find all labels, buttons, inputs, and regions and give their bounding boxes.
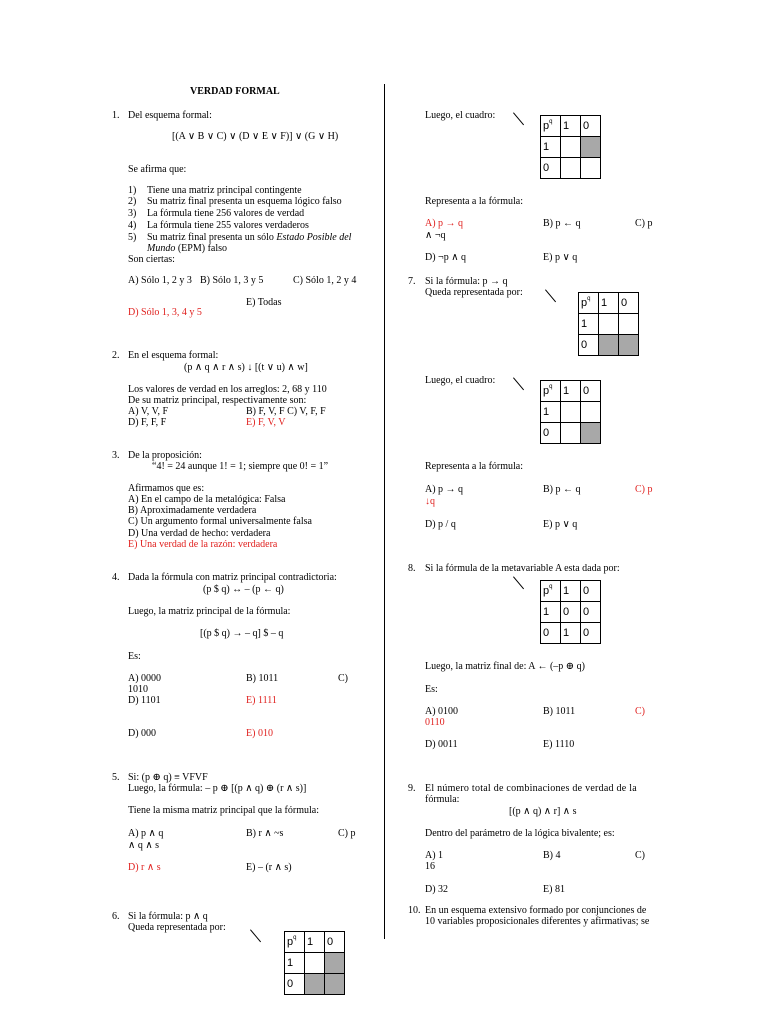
q1-item-2: Su matriz final presenta un esquema lógico falso <box>147 196 342 207</box>
q4-option-d2: D) 000 <box>128 728 157 739</box>
q4-option-c: C) <box>338 673 348 684</box>
q4-number: 4. <box>112 572 120 583</box>
q10-line-1: En un esquema extensivo formado por conjunciones de <box>425 905 647 916</box>
q5-line-1: Luego, la fórmula: – p ⊕ [(p ∧ q) ⊕ (r ∧ s)] <box>128 783 307 794</box>
q5-number: 5. <box>112 772 120 783</box>
q3-stem: De la proposición: <box>128 450 202 461</box>
q3-option-d: D) Una verdad de hecho: verdadera <box>128 528 271 539</box>
q3-option-e: E) Una verdad de la razón: verdadera <box>128 539 278 550</box>
q9-option-d: D) 32 <box>425 884 449 895</box>
slash-mark <box>513 112 524 125</box>
q2-formula: (p ∧ q ∧ r ∧ s) ↓ [(t ∨ u) ∧ w] <box>184 362 308 373</box>
q3-number: 3. <box>112 450 120 461</box>
q6-number: 6. <box>112 911 120 922</box>
q1-option-b: B) Sólo 1, 3 y 5 <box>200 275 264 286</box>
q6-truth-table: $p^q$ 1 0 1 0 <box>284 931 345 995</box>
q7-truth-table-2: $p^q$ 1 0 1 0 <box>540 380 601 444</box>
page-title: VERDAD FORMAL <box>190 86 280 97</box>
q8-option-e: E) 1110 <box>543 739 575 750</box>
q1-option-a: A) Sólo 1, 2 y 3 <box>128 275 192 286</box>
q9-number: 9. <box>408 783 416 794</box>
q7-number: 7. <box>408 276 416 287</box>
q4-stem: Dada la fórmula con matriz principal contradictoria: <box>128 572 337 583</box>
q1-item-1: Tiene una matriz principal contingente <box>147 185 302 196</box>
q7-line-1: Queda representada por: <box>425 287 523 298</box>
q7-option-c-cont: ↓q <box>425 496 435 507</box>
slash-mark <box>250 929 261 942</box>
q1-item-5: Su matriz final presenta un sólo Estado Posible del <box>147 232 352 243</box>
q7-option-d: D) p / q <box>425 519 456 530</box>
r1-option-e: E) p ∨ q <box>543 252 578 263</box>
q7-stem: Si la fórmula: p → q <box>425 276 508 287</box>
q1-number: 1. <box>112 110 120 121</box>
r1-option-d: D) ¬p ∧ q <box>425 252 467 263</box>
q8-line-1: Luego, la matriz final de: A ← (–p ⊕ q) <box>425 661 586 672</box>
q8-es: Es: <box>425 684 438 695</box>
q7-option-b: B) p ← q <box>543 484 581 495</box>
q1-formula: [(A ∨ B ∨ C) ∨ (D ∨ E ∨ F)] ∨ (G ∨ H) <box>172 131 339 142</box>
q1-item-4-num: 4) <box>128 220 137 231</box>
q4-option-e: E) 1111 <box>246 695 277 706</box>
q8-option-c-value: 0110 <box>425 717 445 728</box>
q6-line-1: Queda representada por: <box>128 922 226 933</box>
q9-stem-cont: fórmula: <box>425 794 460 805</box>
q3-quote: “4! = 24 aunque 1! = 1; siempre que 0! = 1” <box>152 461 329 472</box>
q7-represent: Representa a la fórmula: <box>425 461 524 472</box>
q9-stem: El número total de combinaciones de verdad de la <box>425 783 637 794</box>
q7-line-2: Luego, el cuadro: <box>425 375 496 386</box>
q9-option-c: C) <box>635 850 645 861</box>
q4-option-d: D) 1101 <box>128 695 161 706</box>
q9-option-c-value: 16 <box>425 861 435 872</box>
q1-option-e: E) Todas <box>246 297 282 308</box>
q5-line-2: Tiene la misma matriz principal que la fórmula: <box>128 805 319 816</box>
q7-option-e: E) p ∨ q <box>543 519 578 530</box>
q5-option-d: D) r ∧ s <box>128 862 161 873</box>
q9-option-b: B) 4 <box>543 850 561 861</box>
r1-option-a: A) p → q <box>425 218 464 229</box>
q3-option-a: A) En el campo de la metalógica: Falsa <box>128 494 286 505</box>
q4-line-1: Luego, la matriz principal de la fórmula: <box>128 606 291 617</box>
r1-option-c: C) p <box>635 218 653 229</box>
q2-number: 2. <box>112 350 120 361</box>
q8-option-b: B) 1011 <box>543 706 576 717</box>
q1-ask: Son ciertas: <box>128 254 175 265</box>
r1-truth-table: $p^q$ 1 0 1 0 <box>540 115 601 179</box>
q10-line-2: 10 variables proposicionales diferentes y afirmativas; se <box>425 916 650 927</box>
q4-formula: (p $ q) ↔ – (p ← q) <box>203 584 284 595</box>
q1-item-5-cont: Mundo (EPM) falso <box>147 243 228 254</box>
q8-option-a: A) 0100 <box>425 706 459 717</box>
q8-number: 8. <box>408 563 416 574</box>
q2-option-e: E) F, V, V <box>246 417 286 428</box>
q1-item-1-num: 1) <box>128 185 137 196</box>
q1-item-3-num: 3) <box>128 208 137 219</box>
q7-option-a: A) p → q <box>425 484 464 495</box>
q4-option-c-value: 1010 <box>128 684 148 695</box>
q5-stem: Si: (p ⊕ q) ≡ VFVF <box>128 772 208 783</box>
q1-item-4: La fórmula tiene 255 valores verdaderos <box>147 220 309 231</box>
q2-option-a: A) V, V, F <box>128 406 169 417</box>
q1-intro: Se afirma que: <box>128 164 187 175</box>
q9-line-1: Dentro del parámetro de la lógica bivalente; es: <box>425 828 615 839</box>
q8-truth-table: $p^q$ 1 0 1 0 0 0 1 0 <box>540 580 601 644</box>
q5-option-c: C) p <box>338 828 356 839</box>
q2-line-2: De su matriz principal, respectivamente son: <box>128 395 307 406</box>
q7-option-c: C) p <box>635 484 653 495</box>
q4-es: Es: <box>128 651 141 662</box>
q1-item-2-num: 2) <box>128 196 137 207</box>
q2-option-d: D) F, F, F <box>128 417 167 428</box>
q4-formula-2: [(p $ q) → – q] $ – q <box>200 628 284 639</box>
q4-option-b: B) 1011 <box>246 673 279 684</box>
slash-mark <box>513 377 524 390</box>
q9-formula: [(p ∧ q) ∧ r] ∧ s <box>509 806 577 817</box>
r1-line-1: Luego, el cuadro: <box>425 110 496 121</box>
q2-line-1: Los valores de verdad en los arreglos: 2, 68 y 110 <box>128 384 327 395</box>
slash-mark <box>545 289 556 302</box>
q3-intro: Afirmamos que es: <box>128 483 205 494</box>
q1-option-c: C) Sólo 1, 2 y 4 <box>293 275 357 286</box>
q1-stem: Del esquema formal: <box>128 110 212 121</box>
q1-option-d: D) Sólo 1, 3, 4 y 5 <box>128 307 202 318</box>
q5-option-e: E) – (r ∧ s) <box>246 862 292 873</box>
q8-stem: Si la fórmula de la metavariable A esta dada por: <box>425 563 620 574</box>
q9-option-a: A) 1 <box>425 850 444 861</box>
q10-number: 10. <box>408 905 421 916</box>
q4-option-a: A) 0000 <box>128 673 162 684</box>
q3-option-b: B) Aproximadamente verdadera <box>128 505 257 516</box>
q8-option-d: D) 0011 <box>425 739 458 750</box>
r1-option-b: B) p ← q <box>543 218 581 229</box>
q3-option-c: C) Un argumento formal universalmente falsa <box>128 516 312 527</box>
r1-option-c-cont: ∧ ¬q <box>425 230 446 241</box>
q8-option-c: C) <box>635 706 645 717</box>
q5-option-c-cont: ∧ q ∧ s <box>128 840 160 851</box>
column-divider <box>384 84 385 939</box>
q1-item-3: La fórmula tiene 256 valores de verdad <box>147 208 305 219</box>
slash-mark <box>513 576 524 589</box>
q2-option-bc: B) F, V, F C) V, F, F <box>246 406 326 417</box>
q4-option-e2: E) 010 <box>246 728 273 739</box>
q2-stem: En el esquema formal: <box>128 350 219 361</box>
q7-truth-table: $p^q$ 1 0 1 0 <box>578 292 639 356</box>
r1-represent: Representa a la fórmula: <box>425 196 524 207</box>
q5-option-a: A) p ∧ q <box>128 828 164 839</box>
q1-item-5-num: 5) <box>128 232 137 243</box>
q6-stem: Si la fórmula: p ∧ q <box>128 911 208 922</box>
q5-option-b: B) r ∧ ~s <box>246 828 284 839</box>
q9-option-e: E) 81 <box>543 884 565 895</box>
